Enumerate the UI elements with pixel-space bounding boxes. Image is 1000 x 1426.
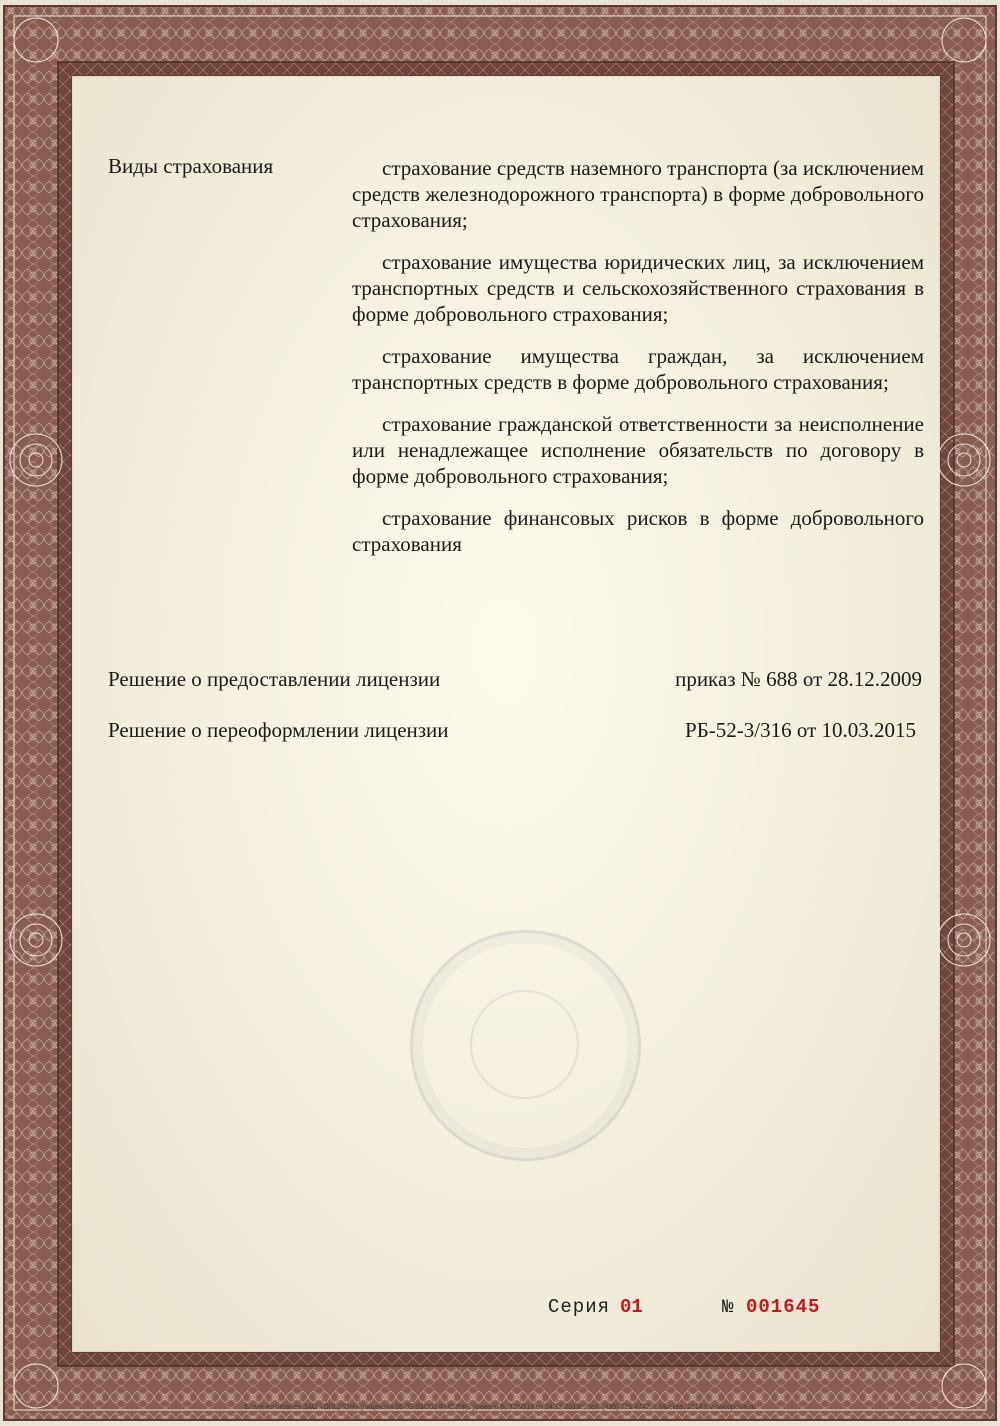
printer-footer-note: Бланк изготовлен ЗАО «ОПЦИОН» (лицензия 05-05-09/003 ФНС РФ), уровень Б, ТЗN918 от 24.12.2013г., тел. (495) 726 4742, г. Москва, 2014 г. www.opcion.ru [244, 1404, 756, 1411]
insurance-kinds-label: Виды страхования [108, 154, 274, 178]
insurance-kind-item: страхование финансовых рисков в форме добровольного страхования [352, 506, 924, 556]
number-label: № [722, 1296, 734, 1318]
license-decision-value: приказ № 688 от 28.12.2009 [675, 667, 922, 691]
insurance-kind-item: страхование имущества юридических лиц, за исключением транспортных средств и сельскохозяйственного страхования в форме добровольного страхования; [352, 250, 924, 326]
series-label: Серия [548, 1296, 611, 1318]
license-reissue-label: Решение о переоформлении лицензии [108, 718, 449, 742]
series-value: 01 [620, 1296, 643, 1318]
license-decision-label: Решение о предоставлении лицензии [108, 667, 441, 691]
license-reissue-value: РБ-52-3/316 от 10.03.2015 [685, 718, 916, 742]
insurance-kind-item: страхование гражданской ответственности за неисполнение или ненадлежащее исполнение обязательств по договору в форме добровольного страхования; [352, 412, 924, 488]
number-value: 001645 [746, 1296, 821, 1318]
insurance-kind-item: страхование имущества граждан, за исключением транспортных средств в форме добровольного страхования; [352, 344, 924, 394]
insurance-kinds-list [352, 155, 924, 573]
insurance-kind-item: страхование средств наземного транспорта (за исключением средств железнодорожного транспорта) в форме добровольного страхования; [352, 156, 924, 232]
